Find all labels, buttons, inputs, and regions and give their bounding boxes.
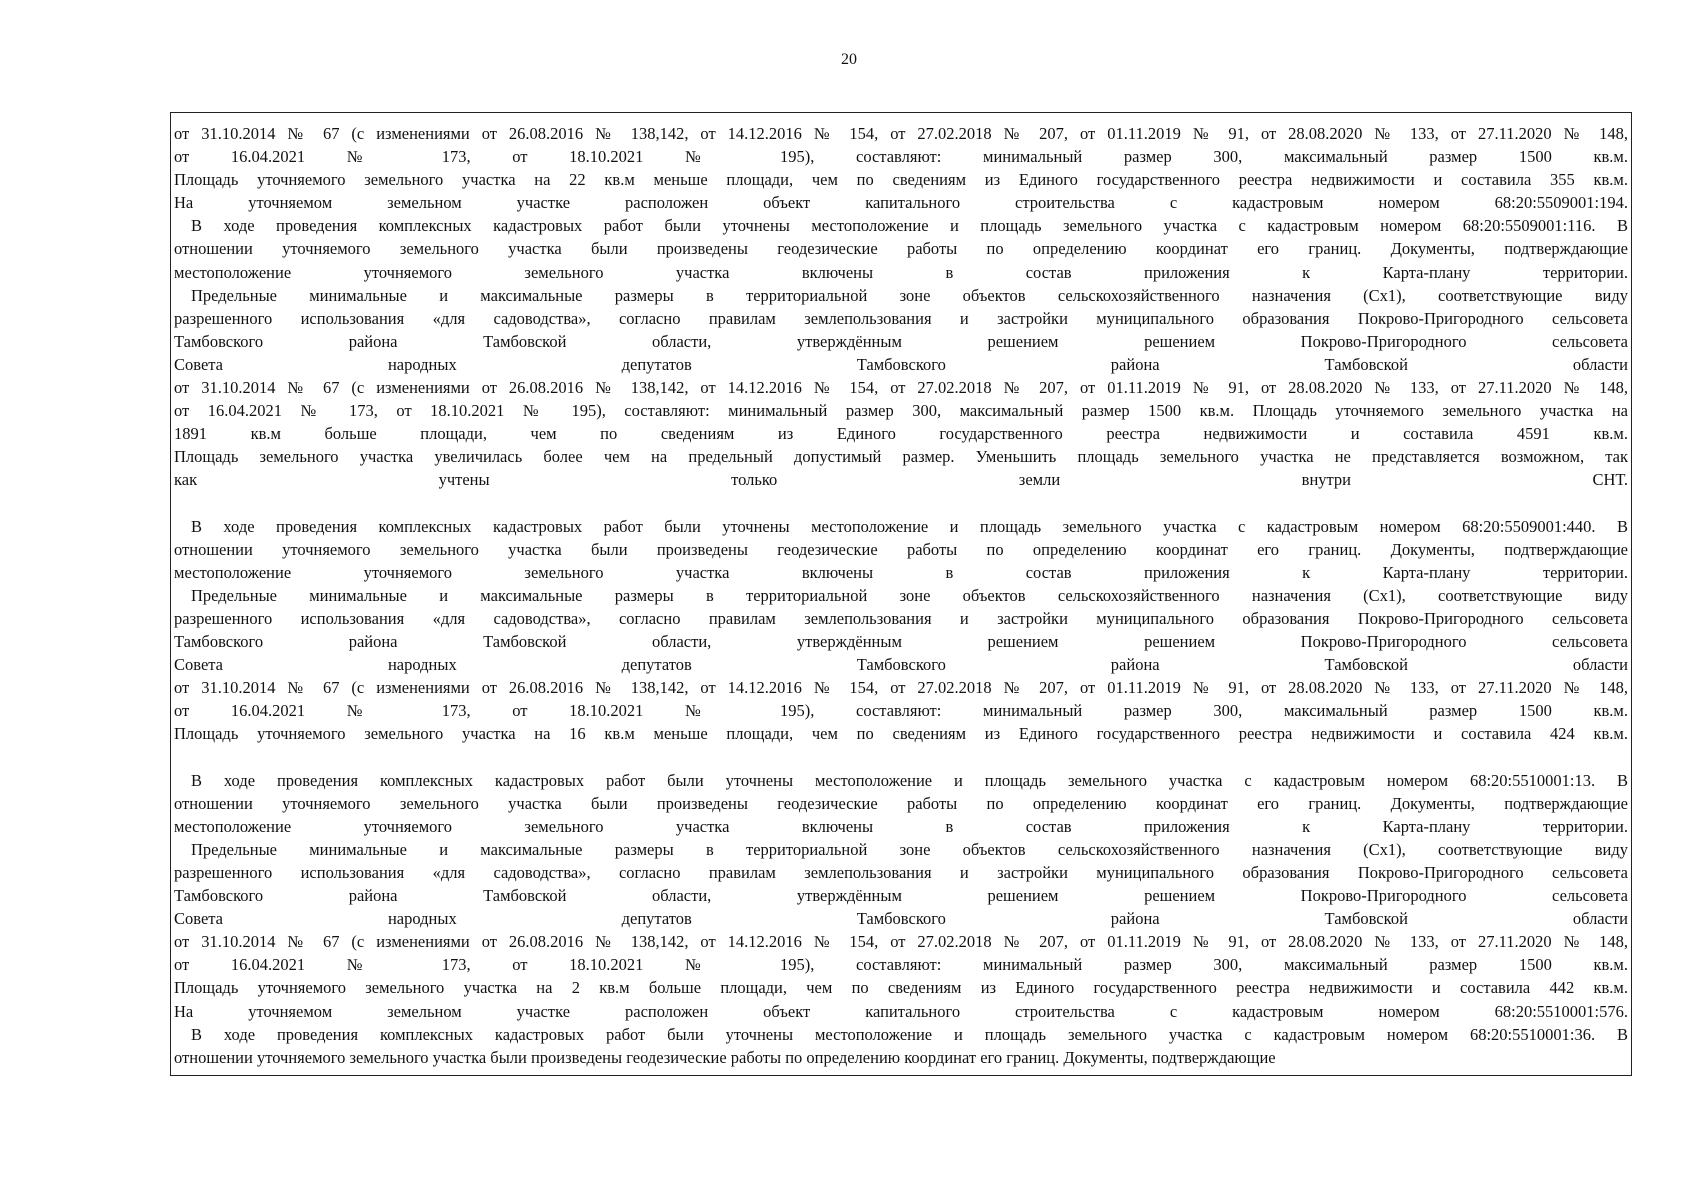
- document-text-box: [170, 112, 1632, 1076]
- text-line: от 31.10.2014 № 67 (с изменениями от 26.08.2016 № 138,142, от 14.12.2016 № 154, от 27.02.2018 № 207, от 01.11.2019 № 91, от 28.08.2020 № 133, от 27.11.2020 № 148,: [174, 378, 1628, 398]
- text-line: Совета народных депутатов Тамбовского района Тамбовской области: [174, 909, 1628, 929]
- text-line: Предельные минимальные и максимальные размеры в территориальной зоне объектов сельскохозяйственного назначения (Сх1), соответствующие виду: [191, 839, 1628, 859]
- text-line: Площадь уточняемого земельного участка на 22 кв.м меньше площади, чем по сведениям из Единого государственного реестра недвижимости и составила 355 кв.м.: [174, 170, 1628, 190]
- text-line: как учтены только земли внутри СНТ.: [174, 470, 1628, 490]
- text-line: от 31.10.2014 № 67 (с изменениями от 26.08.2016 № 138,142, от 14.12.2016 № 154, от 27.02.2018 № 207, от 01.11.2019 № 91, от 28.08.2020 № 133, от 27.11.2020 № 148,: [174, 678, 1628, 698]
- text-line: от 16.04.2021 № 173, от 18.10.2021 № 195), составляют: минимальный размер 300, максимальный размер 1500 кв.м.: [174, 955, 1628, 975]
- text-line: от 31.10.2014 № 67 (с изменениями от 26.08.2016 № 138,142, от 14.12.2016 № 154, от 27.02.2018 № 207, от 01.11.2019 № 91, от 28.08.2020 № 133, от 27.11.2020 № 148,: [174, 932, 1628, 952]
- text-line: местоположение уточняемого земельного участка включены в состав приложения к Карта-плану территории.: [174, 562, 1628, 582]
- text-line: Площадь уточняемого земельного участка на 16 кв.м меньше площади, чем по сведениям из Единого государственного реестра недвижимости и составила 424 кв.м.: [174, 724, 1628, 744]
- text-line: разрешенного использования «для садоводства», согласно правилам землепользования и застройки муниципального образования Покрово-Пригородного сельсовета: [174, 308, 1628, 328]
- text-line: Совета народных депутатов Тамбовского района Тамбовской области: [174, 655, 1628, 675]
- text-line: от 16.04.2021 № 173, от 18.10.2021 № 195), составляют: минимальный размер 300, максимальный размер 1500 кв.м. Площадь уточняемого земельного участка на: [174, 401, 1628, 421]
- text-line: отношении уточняемого земельного участка были произведены геодезические работы по определению координат его границ. Документы, подтверждающие: [174, 539, 1628, 559]
- text-line: отношении уточняемого земельного участка были произведены геодезические работы по определению координат его границ. Документы, подтверждающие: [174, 239, 1628, 259]
- text-line: от 16.04.2021 № 173, от 18.10.2021 № 195), составляют: минимальный размер 300, максимальный размер 1500 кв.м.: [174, 701, 1628, 721]
- text-line: В ходе проведения комплексных кадастровых работ были уточнены местоположение и площадь земельного участка с кадастровым номером 68:20:5510001:36. В: [191, 1024, 1628, 1044]
- text-line: Тамбовского района Тамбовской области, утверждённым решением решением Покрово-Пригородного сельсовета: [174, 886, 1628, 906]
- page-number: 20: [841, 51, 857, 68]
- text-line: разрешенного использования «для садоводства», согласно правилам землепользования и застройки муниципального образования Покрово-Пригородного сельсовета: [174, 863, 1628, 882]
- text-line: Совета народных депутатов Тамбовского района Тамбовской области: [174, 354, 1628, 374]
- text-line: отношении уточняемого земельного участка были произведены геодезические работы по определению координат его границ. Документы, подтверждающие: [174, 1047, 1276, 1067]
- text-line: от 31.10.2014 № 67 (с изменениями от 26.08.2016 № 138,142, от 14.12.2016 № 154, от 27.02.2018 № 207, от 01.11.2019 № 91, от 28.08.2020 № 133, от 27.11.2020 № 148,: [174, 124, 1628, 143]
- text-line: местоположение уточняемого земельного участка включены в состав приложения к Карта-плану территории.: [174, 262, 1628, 282]
- text-line: В ходе проведения комплексных кадастровых работ были уточнены местоположение и площадь земельного участка с кадастровым номером 68:20:5509001:440. В: [191, 516, 1628, 536]
- text-line: Тамбовского района Тамбовской области, утверждённым решением решением Покрово-Пригородного сельсовета: [174, 632, 1628, 652]
- text-line: Площадь земельного участка увеличилась более чем на предельный допустимый размер. Уменьшить площадь земельного участка не представляется возможном, так: [174, 447, 1628, 467]
- text-line: В ходе проведения комплексных кадастровых работ были уточнены местоположение и площадь земельного участка с кадастровым номером 68:20:5509001:116. В: [191, 216, 1628, 236]
- blank-line: [174, 746, 1628, 769]
- text-line: Тамбовского района Тамбовской области, утверждённым решением решением Покрово-Пригородного сельсовета: [174, 331, 1628, 351]
- text-line: Предельные минимальные и максимальные размеры в территориальной зоне объектов сельскохозяйственного назначения (Сх1), соответствующие виду: [191, 285, 1628, 305]
- text-line: местоположение уточняемого земельного участка включены в состав приложения к Карта-плану территории.: [174, 816, 1628, 836]
- text-line: На уточняемом земельном участке расположен объект капитального строительства с кадастровым номером 68:20:5510001:576.: [174, 1001, 1628, 1021]
- text-line: отношении уточняемого земельного участка были произведены геодезические работы по определению координат его границ. Документы, подтверждающие: [174, 793, 1628, 813]
- text-line: разрешенного использования «для садоводства», согласно правилам землепользования и застройки муниципального образования Покрово-Пригородного сельсовета: [174, 608, 1628, 628]
- text-line: 1891 кв.м больше площади, чем по сведениям из Единого государственного реестра недвижимости и составила 4591 кв.м.: [174, 424, 1628, 444]
- blank-line: [174, 492, 1628, 515]
- text-line: от 16.04.2021 № 173, от 18.10.2021 № 195), составляют: минимальный размер 300, максимальный размер 1500 кв.м.: [174, 147, 1628, 167]
- text-line: Площадь уточняемого земельного участка на 2 кв.м больше площади, чем по сведениям из Единого государственного реестра недвижимости и составила 442 кв.м.: [174, 978, 1628, 998]
- text-line: Предельные минимальные и максимальные размеры в территориальной зоне объектов сельскохозяйственного назначения (Сх1), соответствующие виду: [191, 585, 1628, 605]
- text-line: В ходе проведения комплексных кадастровых работ были уточнены местоположение и площадь земельного участка с кадастровым номером 68:20:5510001:13. В: [191, 770, 1628, 790]
- text-line: На уточняемом земельном участке расположен объект капитального строительства с кадастровым номером 68:20:5509001:194.: [174, 193, 1628, 213]
